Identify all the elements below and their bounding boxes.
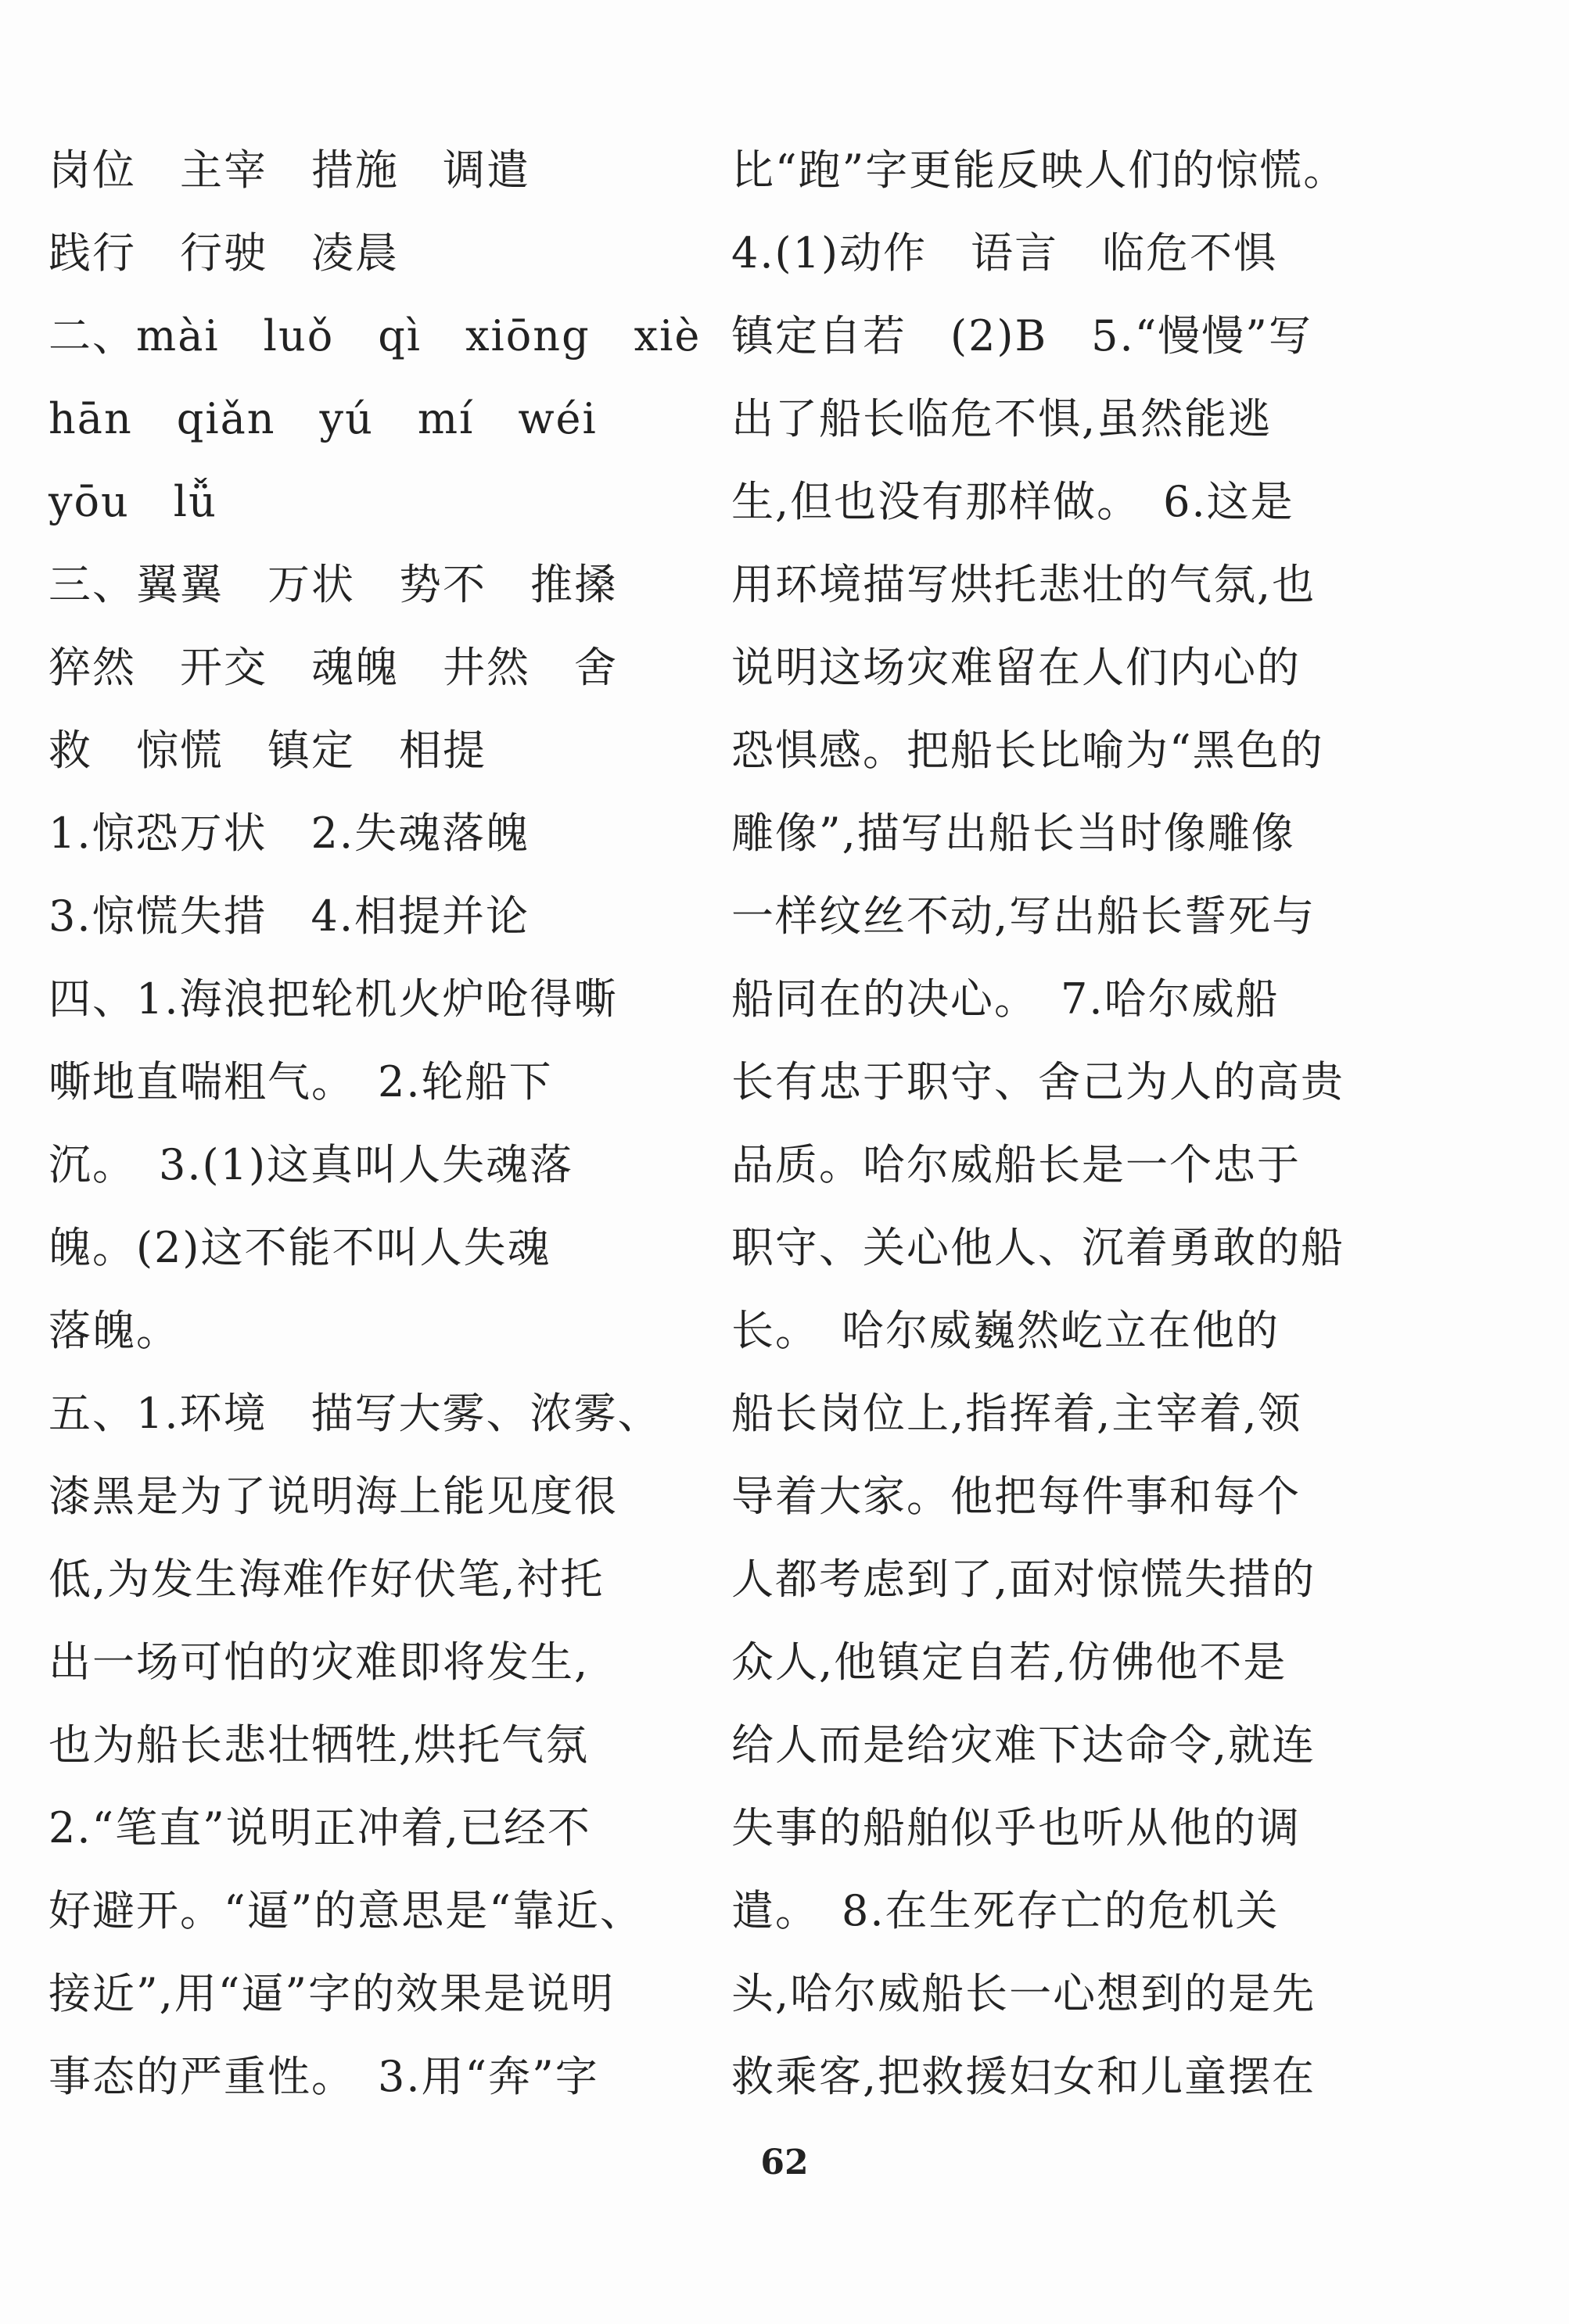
text-line: 4.(1)动作 语言 临危不惧 bbox=[731, 228, 1278, 278]
text-line: 救乘客,把救援妇女和儿童摆在 bbox=[731, 2052, 1316, 2101]
text-line: 恐惧感。把船长比喻为“黑色的 bbox=[731, 726, 1324, 775]
text-line: 践行 行驶 凌晨 bbox=[48, 228, 399, 278]
text-line: 岗位 主宰 措施 调遣 bbox=[48, 145, 530, 195]
text-line: 头,哈尔威船长一心想到的是先 bbox=[731, 1969, 1316, 2018]
text-line: 二、mài luǒ qì xiōng xiè bbox=[48, 311, 702, 360]
text-line: 嘶地直喘粗气。 2.轮船下 bbox=[48, 1057, 553, 1106]
text-line: 沉。 3.(1)这真叫人失魂落 bbox=[48, 1140, 574, 1189]
text-line: 2.“笔直”说明正冲着,已经不 bbox=[48, 1803, 591, 1852]
text-line: 3.惊慌失措 4.相提并论 bbox=[48, 891, 530, 941]
text-line: 雕像”,描写出船长当时像雕像 bbox=[731, 809, 1295, 858]
text-line: 魄。(2)这不能不叫人失魂 bbox=[48, 1223, 551, 1272]
text-line: 给人而是给灾难下达命令,就连 bbox=[731, 1720, 1316, 1770]
text-line: 出一场可怕的灾难即将发生, bbox=[48, 1637, 590, 1687]
text-line: 船同在的决心。 7.哈尔威船 bbox=[731, 974, 1280, 1024]
text-line: 长。 哈尔威巍然屹立在他的 bbox=[731, 1306, 1280, 1355]
text-line: 品质。哈尔威船长是一个忠于 bbox=[731, 1140, 1301, 1189]
text-line: 船长岗位上,指挥着,主宰着,领 bbox=[731, 1389, 1302, 1438]
left-column bbox=[48, 129, 702, 2118]
text-line: 出了船长临危不惧,虽然能逃 bbox=[731, 394, 1273, 443]
text-line: 五、1.环境 描写大雾、浓雾、 bbox=[48, 1389, 662, 1438]
text-line: 导着大家。他把每件事和每个 bbox=[731, 1472, 1301, 1521]
text-line: 众人,他镇定自若,仿佛他不是 bbox=[731, 1637, 1287, 1687]
text-line: 长有忠于职守、舍己为人的高贵 bbox=[731, 1057, 1345, 1106]
text-line: 三、翼翼 万状 势不 推搡 bbox=[48, 560, 618, 609]
right-column bbox=[731, 129, 1348, 2118]
text-line: 四、1.海浪把轮机火炉呛得嘶 bbox=[48, 974, 618, 1024]
text-line: 落魄。 bbox=[48, 1306, 180, 1355]
text-line: 说明这场灾难留在人们内心的 bbox=[731, 643, 1301, 692]
text-line: 职守、关心他人、沉着勇敢的船 bbox=[731, 1223, 1345, 1272]
text-line: 1.惊恐万状 2.失魂落魄 bbox=[48, 809, 530, 858]
text-line: 人都考虑到了,面对惊慌失措的 bbox=[731, 1555, 1316, 1604]
text-line: 一样纹丝不动,写出船长誓死与 bbox=[731, 891, 1316, 941]
text-line: 好避开。“逼”的意思是“靠近、 bbox=[48, 1886, 644, 1935]
text-line: 用环境描写烘托悲壮的气氛,也 bbox=[731, 560, 1316, 609]
text-line: 漆黑是为了说明海上能见度很 bbox=[48, 1472, 618, 1521]
text-line: 比“跑”字更能反映人们的惊慌。 bbox=[731, 145, 1348, 195]
text-line: 也为船长悲壮牺牲,烘托气氛 bbox=[48, 1720, 590, 1770]
text-line: yōu lǚ bbox=[48, 477, 217, 526]
text-line: 生,但也没有那样做。 6.这是 bbox=[731, 477, 1294, 526]
text-line: 猝然 开交 魂魄 井然 舍 bbox=[48, 643, 618, 692]
text-line: hān qiǎn yú mí wéi bbox=[48, 394, 598, 443]
text-line: 失事的船舶似乎也听从他的调 bbox=[731, 1803, 1301, 1852]
text-line: 遣。 8.在生死存亡的危机关 bbox=[731, 1886, 1280, 1935]
text-line: 救 惊慌 镇定 相提 bbox=[48, 726, 486, 775]
text-line: 接近”,用“逼”字的效果是说明 bbox=[48, 1969, 615, 2018]
page-number: 62 bbox=[760, 2143, 809, 2182]
text-line: 低,为发生海难作好伏笔,衬托 bbox=[48, 1555, 605, 1604]
text-line: 镇定自若 (2)B 5.“慢慢”写 bbox=[731, 311, 1312, 360]
text-line: 事态的严重性。 3.用“奔”字 bbox=[48, 2052, 599, 2101]
